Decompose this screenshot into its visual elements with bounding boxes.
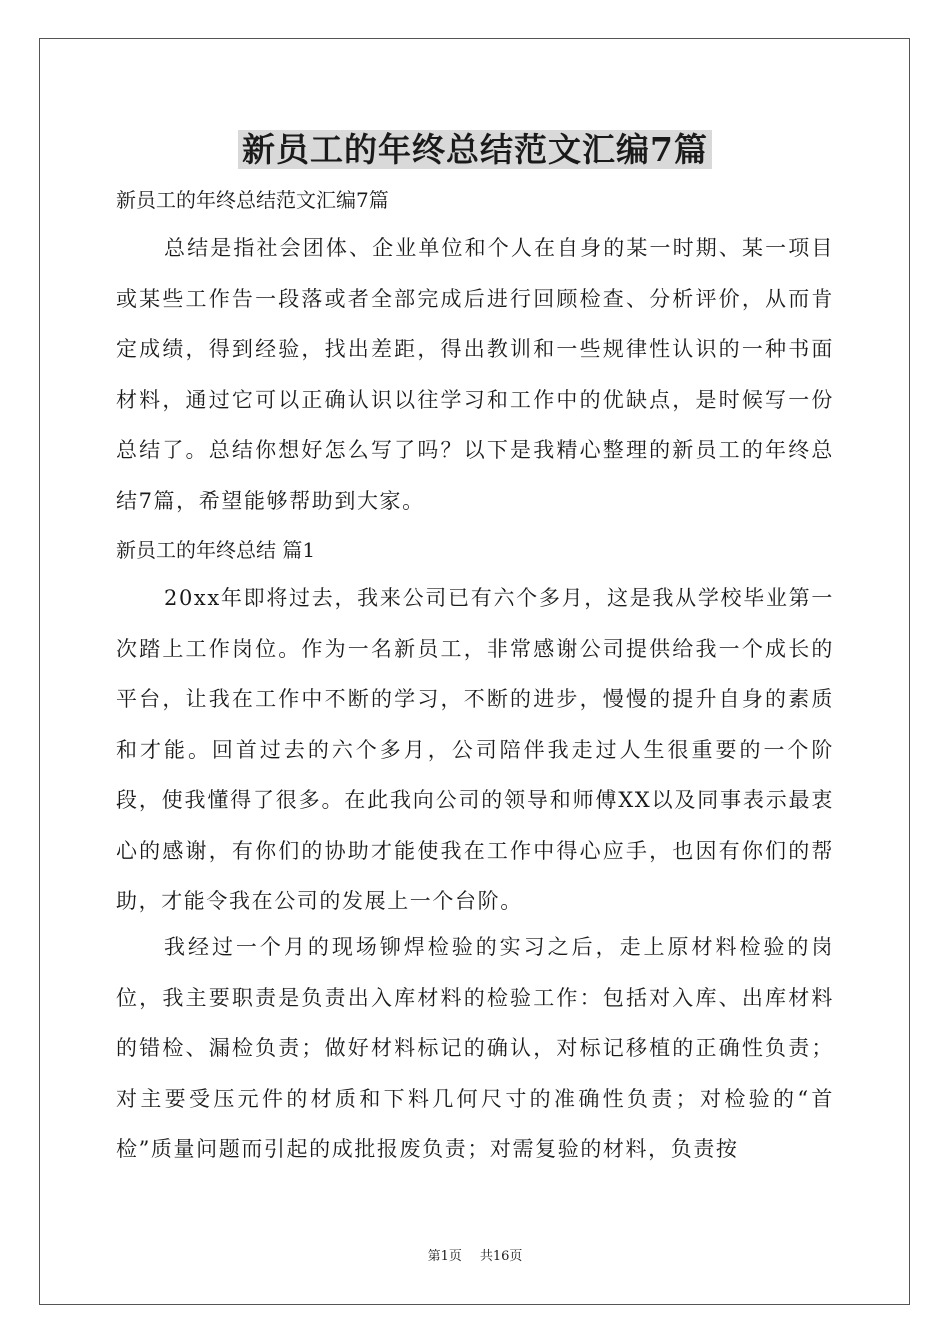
body-paragraph-2: 我经过一个月的现场铆焊检验的实习之后，走上原材料检验的岗位，我主要职责是负责出入库材料的检验工作：包括对入库、出库材料的错检、漏检负责；做好材料标记的确认，对标记移植的正确性负责；对主要受压元件的材质和下料几何尺寸的准确性负责；对检验的“首检”质量问题而引起的成批报废负责；对需复验的材料，负责按 <box>116 935 834 1161</box>
page-footer <box>0 1247 950 1267</box>
page-number: 第1页 <box>427 1249 462 1264</box>
document-subtitle: 新员工的年终总结范文汇编7篇 <box>116 188 389 212</box>
document-title-text: 新员工的年终总结范文汇编7篇 <box>238 130 712 169</box>
section-heading: 新员工的年终总结 篇1 <box>116 538 316 562</box>
page-total: 共16页 <box>479 1249 523 1264</box>
intro-paragraph: 总结是指社会团体、企业单位和个人在自身的某一时期、某一项目或某些工作告一段落或者全部完成后进行回顾检查、分析评价，从而肯定成绩，得到经验，找出差距，得出教训和一些规律性认识的一种书面材料，通过它可以正确认识以往学习和工作中的优缺点，是时候写一份总结了。总结你想好怎么写了吗？以下是我精心整理的新员工的年终总结7篇，希望能够帮助到大家。 <box>116 236 834 513</box>
document-title <box>0 124 950 176</box>
body-paragraph-1: 20xx年即将过去，我来公司已有六个多月，这是我从学校毕业第一次踏上工作岗位。作为一名新员工，非常感谢公司提供给我一个成长的平台，让我在工作中不断的学习，不断的进步，慢慢的提升自身的素质和才能。回首过去的六个多月，公司陪伴我走过人生很重要的一个阶段，使我懂得了很多。在此我向公司的领导和师傅XX以及同事表示最衷心的感谢，有你们的协助才能使我在工作中得心应手，也因有你们的帮助，才能令我在公司的发展上一个台阶。 <box>116 586 834 913</box>
